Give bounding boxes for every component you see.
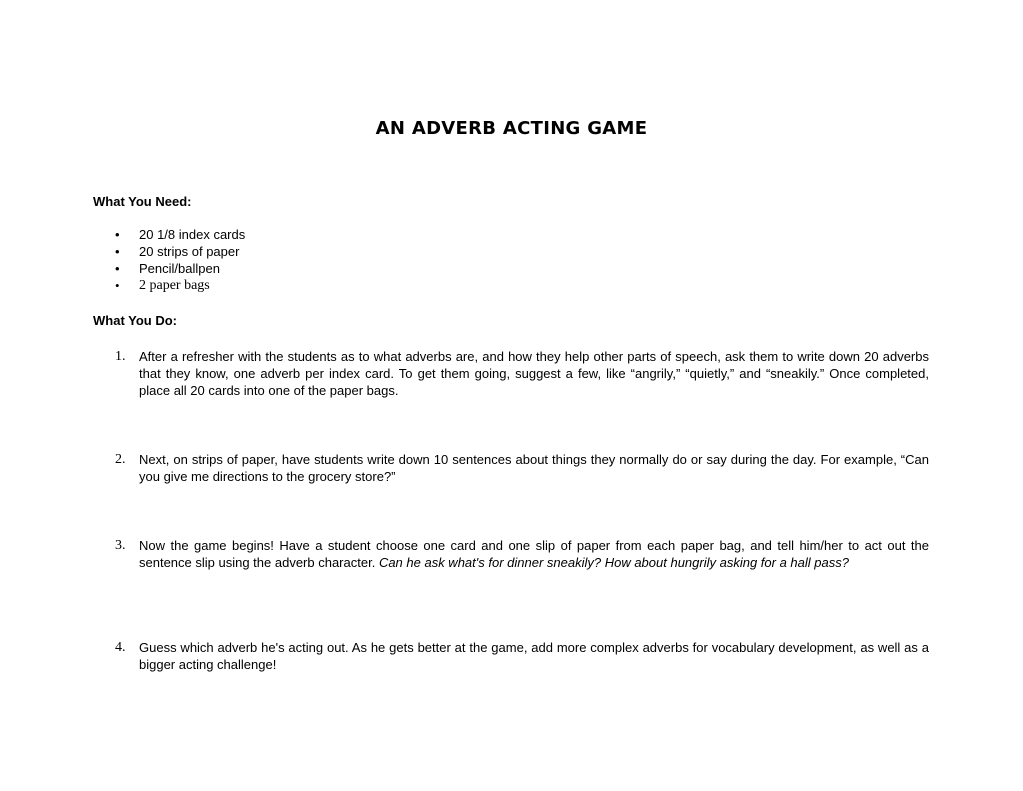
what-you-need-heading: What You Need: (93, 194, 192, 209)
needs-list-item (93, 277, 245, 294)
needs-list (93, 226, 245, 294)
needs-list-item (93, 226, 245, 243)
needs-item-text: 2 paper bags (139, 278, 210, 293)
step-item (93, 537, 929, 571)
step-number: 1. (115, 349, 126, 364)
step-number: 2. (115, 452, 126, 467)
needs-item-text: Pencil/ballpen (139, 261, 220, 276)
step-text: Now the game begins! Have a student choose one card and one slip of paper from each paper bag, and tell him/her to act out the sentence slip using the adverb character. (139, 538, 929, 570)
document-title: AN ADVERB ACTING GAME (375, 118, 648, 139)
step-item (93, 451, 929, 485)
bullet-icon: • (115, 227, 120, 242)
needs-list-item (93, 260, 245, 277)
step-text: Next, on strips of paper, have students write down 10 sentences about things they normally do or say during the day. For example, “Can you give me directions to the grocery store?” (139, 452, 929, 484)
bullet-icon: • (115, 244, 120, 259)
step-text: After a refresher with the students as to what adverbs are, and how they help other parts of speech, ask them to write down 20 adverbs that they know, one adverb per index card. To get them going, suggest a few, like “angrily,” “quietly,” and “sneakily.” Once completed, place all 20 cards into one of the paper bags. (139, 349, 929, 398)
step-text-container (139, 537, 929, 571)
bullet-icon: • (115, 261, 120, 276)
needs-list-item (93, 243, 245, 260)
step-item (93, 639, 929, 673)
step-number: 4. (115, 640, 126, 655)
needs-item-text: 20 strips of paper (139, 244, 240, 259)
step-italic-text: Can he ask what's for dinner sneakily? How about hungrily asking for a hall pass? (378, 555, 849, 570)
what-you-do-heading: What You Do: (93, 313, 178, 328)
needs-item-text: 20 1/8 index cards (139, 227, 246, 242)
step-text: Guess which adverb he's acting out. As he gets better at the game, add more complex adverbs for vocabulary development, as well as a bigger acting challenge! (139, 640, 929, 672)
step-number: 3. (115, 538, 126, 553)
step-item (93, 348, 929, 399)
bullet-icon: • (115, 278, 120, 293)
